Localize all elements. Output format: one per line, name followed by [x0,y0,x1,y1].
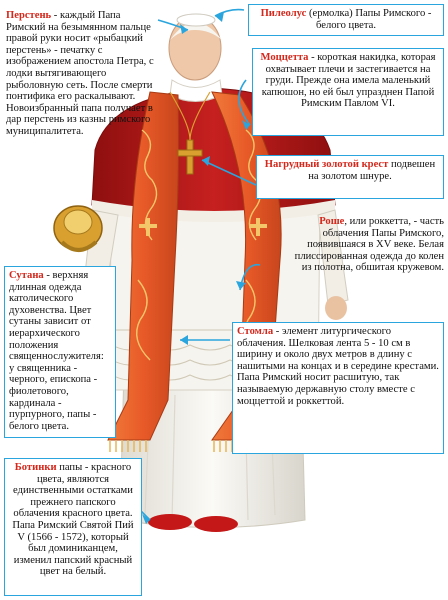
cassock-term: Сутана [9,270,44,281]
right-shoe [194,516,238,532]
rochet-text: , или роккетта, - часть облачения Папы Римского, появившаяся в XV веке. Белая плиссированная одежда до колен из полотна, обшитая кружевом. [294,216,444,274]
rochet-callout [284,216,444,274]
mozzetta-callout [252,48,444,136]
shoes-callout [4,458,142,596]
cassock-text: - верхняя длинная одежда католического духовенства. Цвет сутаны зависит от иерархического положения священнослужителя: у священника - черного, епископа - фиолетового, кардинала - пурпурного, папы - белого цвета. [9,270,104,432]
shoes-text: папы - красного цвета, являются единственными остатками прежнего папского облачения красного цвета. Папа Римский Святой Пий V (1566 - 1572), который был доминиканцем, изменил папский красный цвет на белый. [12,462,134,578]
ring-image [54,206,102,250]
rochet-term: Роше [319,216,345,227]
pileolus-callout [248,4,444,36]
ring-text: - каждый Папа Римский на безымянном пальце правой руки носит «рыбацкий перстень» - печатку с изображением апостола Петра, с лодки вытягивающего рыболовную сеть. После смерти понтифика его раскалывают. Новоизбранный папа получает в дар перстень из казны римского муниципалитета. [6,10,154,137]
pileolus-shape [177,14,215,26]
left-shoe [148,514,192,530]
cross-callout [256,155,444,199]
shoes-term: Ботинки [14,462,57,473]
cross-text: подвешен на золотом шнуре. [308,159,436,182]
stole-text: - элемент литургического облачения. Шелковая лента 5 - 10 см в ширину и около двух метров в длину с нашитыми на концах и в середине крестами. Папа Римский носит расшитую, так называемую державную столу вместе с моццеттой и роккеттой. [237,326,439,407]
mozzetta-text: - короткая накидка, которая охватывает плечи и застегивается на груди. Прежде она имела маленький капюшон, но ей был упразднен Папой Римским Павлом VI. [261,52,436,110]
ring-term: Перстень [6,10,52,21]
stole-term: Стомла [237,326,274,337]
cross-term: Нагрудный золотой крест [264,159,389,170]
cassock-callout [4,266,116,438]
stole-callout [232,322,444,454]
mozzetta-term: Моццетта [260,52,309,63]
pileolus-term: Пилеолус [260,8,307,19]
ring-callout [6,10,156,138]
pileolus-text: (ермолка) Папы Римского - белого цвета. [306,8,432,31]
